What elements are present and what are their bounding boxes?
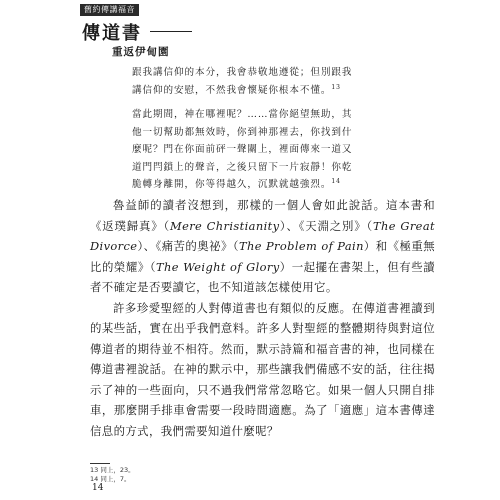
body-text [90, 195, 435, 441]
quote-line: 他一切幫助都無效時，你到神那裡去，你找到什 [132, 126, 353, 138]
quote-line: 麼呢？門在你面前砰一聲關上，裡面傳來一道又 [132, 144, 353, 155]
quote-line: 跟我講信仰的本分，我會恭敬地遵從；但別跟我 [132, 67, 353, 78]
page-number: 14 [92, 483, 104, 493]
series-tag: 舊約傳講福音 [80, 4, 139, 16]
footnote-rule [90, 463, 110, 464]
chapter-title: 傳道書 [82, 23, 142, 44]
chapter-subtitle: 重返伊甸園 [112, 46, 170, 58]
block-quote-2 [132, 106, 437, 194]
quote-line: 當此期間，神在哪裡呢？……當你絕望無助，其 [132, 109, 353, 120]
paragraph-1: 魯益師的讀者沒想到，那樣的一個人會如此說話。這本書和《返璞歸真》（Mere Christianity）、《天淵之別》（The Great Divorce）、《痛苦的奧祕》（The Problem of Pain）和《極重無比的榮耀》（The Weight of Glory）一起擺在書架上，但有些讀者不確定是否要讀它，也不知道該怎樣使用它。 [90, 198, 436, 294]
title-rule [150, 31, 192, 32]
footnote: 13 同上，23。 [90, 466, 135, 474]
block-quote-1 [132, 64, 437, 99]
quote-line: 脆轉身離開，你等得越久，沉默就越強烈。$^{14}$ [132, 177, 341, 190]
quote-line: 道門閂鎖上的聲音，之後只留下一片寂靜！你乾 [132, 161, 353, 173]
footnotes [90, 466, 135, 484]
paragraph-2: 許多珍愛聖經的人對傳道書也有類似的反應。在傳道書裡讀到的某些話，實在出乎我們意料。許多人對聖經的整體期待與對這位傳道者的期待並不相符。然而，默示詩篇和福音書的神，也同樣在傳道書裡說話。在神的默示中，那些讓我們備感不安的話，往往揭示了神的一些面向，只不過我們常常忽略它。如果一個人只開自排車，那麼開手排車會需要一段時間適應。為了「適應」這本書傳達信息的方式，我們需要知道什麼呢？ [90, 300, 435, 438]
footnote: 14 同上，7。 [90, 475, 131, 483]
footnote-ref: 14 [331, 177, 341, 185]
footnote-ref: 13 [331, 83, 341, 91]
quote-line: 講信仰的安慰，不然我會懷疑你根本不懂。$^{13}$ [132, 83, 341, 96]
